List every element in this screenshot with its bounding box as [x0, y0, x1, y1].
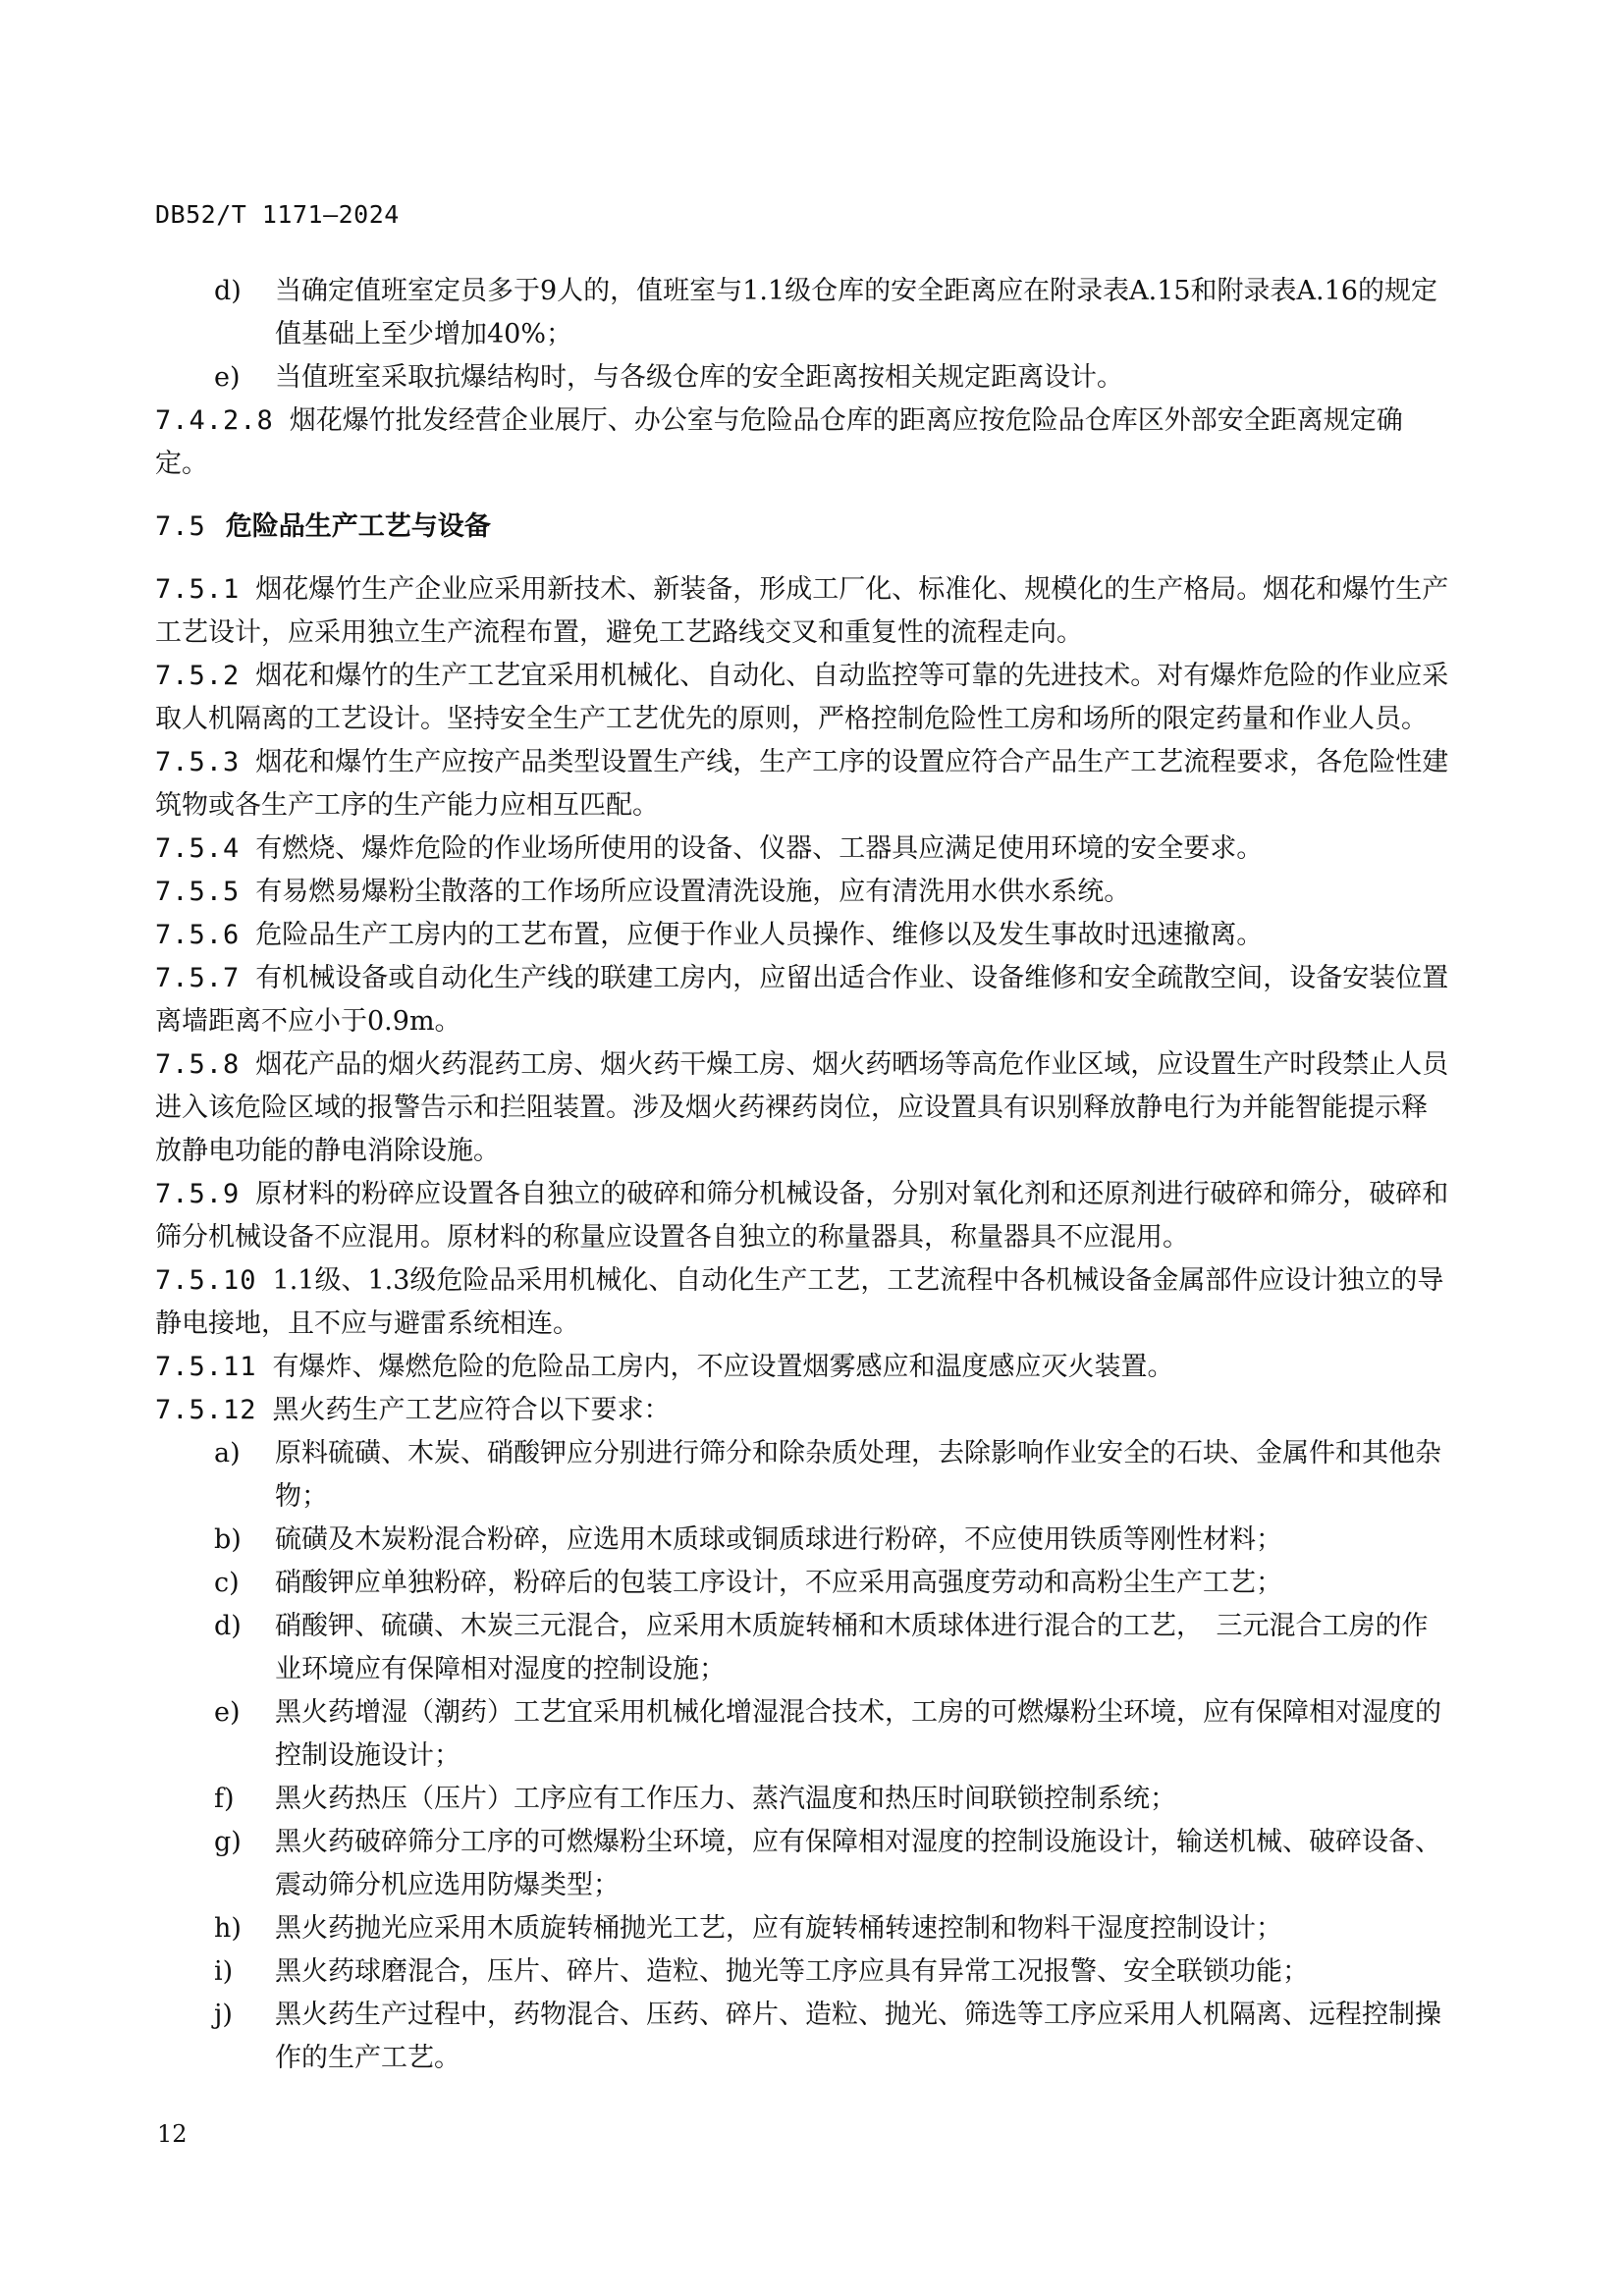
list-item	[155, 1821, 1451, 1907]
list-item	[155, 1907, 1451, 1950]
list-item	[155, 270, 1451, 356]
list-item-label: b)	[214, 1524, 242, 1555]
clause-number: 7.5.4	[155, 833, 241, 864]
list-item	[155, 1432, 1451, 1519]
section-number: 7.5	[155, 511, 206, 542]
clause-text: 原材料的粉碎应设置各自独立的破碎和筛分机械设备，分别对氧化剂和还原剂进行破碎和筛分，破碎和筛分机械设备不应混用。原材料的称量应设置各自独立的称量器具，称量器具不应混用。	[155, 1179, 1449, 1253]
clause-number: 7.5.3	[155, 747, 241, 777]
list-item	[155, 1562, 1451, 1605]
clause	[155, 914, 1451, 957]
list-item-text: 黑火药球磨混合，压片、碎片、造粒、抛光等工序应具有异常工况报警、安全联锁功能；	[275, 1956, 1309, 1987]
list-item-label: g)	[214, 1827, 242, 1857]
clause-number: 7.5.7	[155, 963, 241, 993]
list-item-label: e)	[214, 362, 241, 393]
clause-number: 7.5.6	[155, 920, 241, 950]
list-item-text: 黑火药增湿（潮药）工艺宜采用机械化增湿混合技术，工房的可燃爆粉尘环境，应有保障相对湿度的控制设施设计；	[275, 1697, 1441, 1771]
list-item	[155, 1778, 1451, 1821]
list-item-text: 当值班室采取抗爆结构时，与各级仓库的安全距离按相关规定距离设计。	[275, 362, 1123, 393]
clause-number: 7.5.8	[155, 1049, 241, 1080]
clause	[155, 1389, 1451, 1432]
list-item-label: h)	[214, 1913, 242, 1944]
clause	[155, 400, 1451, 486]
list-item-text: 当确定值班室定员多于9人的，值班室与1.1级仓库的安全距离应在附录表A.15和附录表A.16的规定值基础上至少增加40%；	[275, 276, 1437, 349]
list-item-text: 硫磺及木炭粉混合粉碎，应选用木质球或铜质球进行粉碎，不应使用铁质等刚性材料；	[275, 1524, 1282, 1555]
document-body	[155, 270, 1451, 2080]
list-item-label: d)	[214, 276, 242, 306]
clause	[155, 1346, 1451, 1389]
list-item-label: i)	[214, 1956, 234, 1987]
clause-text: 1.1级、1.3级危险品采用机械化、自动化生产工艺，工艺流程中各机械设备金属部件应设计独立的导静电接地，且不应与避雷系统相连。	[155, 1265, 1444, 1339]
clause-text: 危险品生产工房内的工艺布置，应便于作业人员操作、维修以及发生事故时迅速撤离。	[255, 920, 1264, 950]
clause	[155, 1173, 1451, 1259]
list-item	[155, 1519, 1451, 1562]
list-item-text: 黑火药抛光应采用木质旋转桶抛光工艺，应有旋转桶转速控制和物料干湿度控制设计；	[275, 1913, 1282, 1944]
document-code: DB52/T 1171—2024	[155, 200, 400, 229]
list-item-text: 硝酸钾应单独粉碎，粉碎后的包装工序设计，不应采用高强度劳动和高粉尘生产工艺；	[275, 1568, 1282, 1598]
clause-number: 7.5.9	[155, 1179, 241, 1209]
clause	[155, 568, 1451, 655]
clause	[155, 871, 1451, 914]
list-item-label: f)	[214, 1784, 235, 1814]
clause	[155, 1259, 1451, 1346]
list-item-label: j)	[214, 2000, 233, 2030]
clause	[155, 828, 1451, 871]
clause-text: 烟花和爆竹生产应按产品类型设置生产线，生产工序的设置应符合产品生产工艺流程要求，各危险性建筑物或各生产工序的生产能力应相互匹配。	[155, 747, 1449, 821]
clause-number: 7.5.12	[155, 1395, 257, 1425]
list-item	[155, 1691, 1451, 1778]
clause-text: 黑火药生产工艺应符合以下要求：	[272, 1395, 671, 1425]
clause-text: 烟花产品的烟火药混药工房、烟火药干燥工房、烟火药晒场等高危作业区域，应设置生产时段禁止人员进入该危险区域的报警告示和拦阻装置。涉及烟火药裸药岗位，应设置具有识别释放静电行为并能智能提示释放静电功能的静电消除设施。	[155, 1049, 1449, 1166]
clause	[155, 1043, 1451, 1173]
clause-text: 烟花爆竹生产企业应采用新技术、新装备，形成工厂化、标准化、规模化的生产格局。烟花和爆竹生产工艺设计，应采用独立生产流程布置，避免工艺路线交叉和重复性的流程走向。	[155, 574, 1449, 648]
clause-text: 有易燃易爆粉尘散落的工作场所应设置清洗设施，应有清洗用水供水系统。	[255, 877, 1131, 907]
list-item-label: d)	[214, 1611, 242, 1641]
clause-text: 有爆炸、爆燃危险的危险品工房内，不应设置烟雾感应和温度感应灭火装置。	[272, 1352, 1174, 1382]
list-item-label: e)	[214, 1697, 241, 1728]
clause	[155, 957, 1451, 1043]
clause-text: 有机械设备或自动化生产线的联建工房内，应留出适合作业、设备维修和安全疏散空间，设备安装位置离墙距离不应小于0.9m。	[155, 963, 1449, 1037]
clause-number: 7.5.1	[155, 574, 241, 605]
list-item	[155, 356, 1451, 400]
page-number: 12	[157, 2120, 188, 2148]
list-item-text: 硝酸钾、硫磺、木炭三元混合，应采用木质旋转桶和木质球体进行混合的工艺， 三元混合工房的作业环境应有保障相对湿度的控制设施；	[275, 1611, 1429, 1684]
list-item-text: 黑火药破碎筛分工序的可燃爆粉尘环境，应有保障相对湿度的控制设施设计，输送机械、破碎设备、震动筛分机应选用防爆类型；	[275, 1827, 1441, 1900]
list-item	[155, 1994, 1451, 2080]
clause-number: 7.5.10	[155, 1265, 257, 1296]
clause	[155, 655, 1451, 741]
section-heading	[155, 506, 1451, 549]
list-item-label: a)	[214, 1438, 241, 1468]
list-item-label: c)	[214, 1568, 240, 1598]
list-item-text: 原料硫磺、木炭、硝酸钾应分别进行筛分和除杂质处理，去除影响作业安全的石块、金属件和其他杂物；	[275, 1438, 1441, 1512]
clause-text: 有燃烧、爆炸危险的作业场所使用的设备、仪器、工器具应满足使用环境的安全要求。	[255, 833, 1264, 864]
clause	[155, 741, 1451, 828]
clause-number: 7.5.2	[155, 661, 241, 691]
clause-text: 烟花爆竹批发经营企业展厅、办公室与危险品仓库的距离应按危险品仓库区外部安全距离规定确定。	[155, 405, 1403, 479]
clause-number: 7.5.5	[155, 877, 241, 907]
clause-number: 7.5.11	[155, 1352, 257, 1382]
clause-text: 烟花和爆竹的生产工艺宜采用机械化、自动化、自动监控等可靠的先进技术。对有爆炸危险的作业应采取人机隔离的工艺设计。坚持安全生产工艺优先的原则，严格控制危险性工房和场所的限定药量和作业人员。	[155, 661, 1449, 734]
section-title: 危险品生产工艺与设备	[225, 511, 491, 542]
clause-number: 7.4.2.8	[155, 405, 274, 436]
list-item-text: 黑火药生产过程中，药物混合、压药、碎片、造粒、抛光、筛选等工序应采用人机隔离、远程控制操作的生产工艺。	[275, 2000, 1441, 2073]
list-item-text: 黑火药热压（压片）工序应有工作压力、蒸汽温度和热压时间联锁控制系统；	[275, 1784, 1176, 1814]
list-item	[155, 1950, 1451, 1994]
list-item	[155, 1605, 1451, 1691]
